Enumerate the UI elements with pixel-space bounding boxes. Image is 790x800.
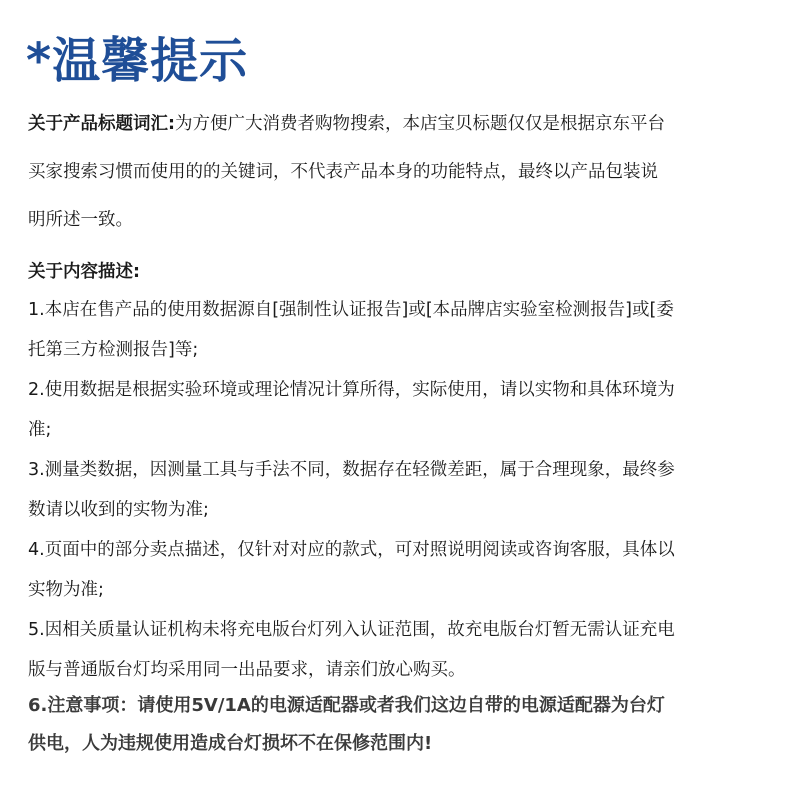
- item-5-line-2: 版与普通版台灯均采用同一出品要求，请亲们放心购买。: [28, 660, 466, 680]
- item-1-line-2: 托第三方检测报告]等;: [28, 340, 199, 360]
- item-4-line-1: 4.页面中的部分卖点描述，仅针对对应的款式，可对照说明阅读或咨询客服，具体以: [28, 540, 675, 560]
- item-5-line-1: 5.因相关质量认证机构未将充电版台灯列入认证范围，故充电版台灯暂无需认证充电: [28, 620, 675, 640]
- item-3-line-1: 3.测量类数据，因测量工具与手法不同，数据存在轻微差距，属于合理现象，最终参: [28, 460, 675, 480]
- section2-heading: 关于内容描述:: [28, 262, 140, 282]
- section1-text-2: 买家搜索习惯而使用的的关键词，不代表产品本身的功能特点，最终以产品包装说: [28, 162, 658, 182]
- section1-text-1: 为方便广大消费者购物搜索，本店宝贝标题仅仅是根据京东平台: [175, 114, 665, 134]
- section1-heading: 关于产品标题词汇:: [28, 114, 175, 134]
- page-title: *温馨提示: [26, 33, 249, 89]
- item-2-line-2: 准;: [28, 420, 52, 440]
- section1-line-1: [28, 114, 665, 134]
- item-2-line-1: 2.使用数据是根据实验环境或理论情况计算所得，实际使用，请以实物和具体环境为: [28, 380, 675, 400]
- section1-text-3: 明所述一致。: [28, 210, 133, 230]
- item-4-line-2: 实物为准;: [28, 580, 104, 600]
- item-6-line-1: 6.注意事项：请使用5V/1A的电源适配器或者我们这边自带的电源适配器为台灯: [28, 695, 665, 716]
- item-6-line-2: 供电，人为违规使用造成台灯损坏不在保修范围内!: [28, 733, 433, 754]
- item-1-line-1: 1.本店在售产品的使用数据源自[强制性认证报告]或[本品牌店实验室检测报告]或[委: [28, 300, 674, 320]
- item-3-line-2: 数请以收到的实物为准;: [28, 500, 209, 520]
